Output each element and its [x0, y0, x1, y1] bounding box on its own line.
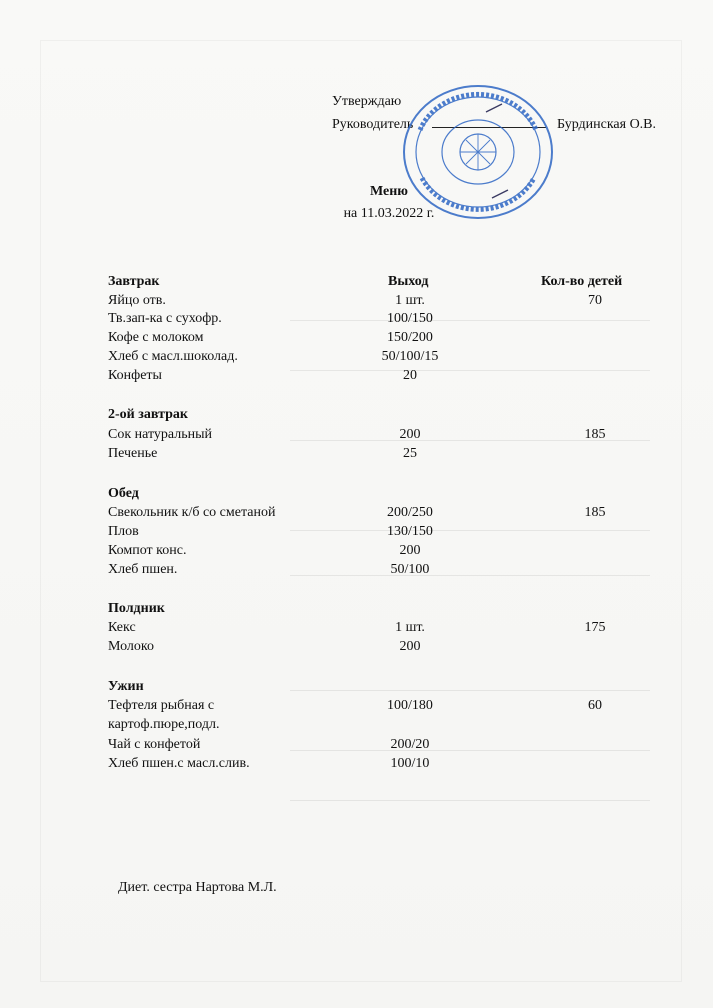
meal-header-breakfast: Завтрак: [108, 274, 160, 289]
menu-item-output: 200/20: [390, 737, 430, 752]
menu-item-output: 50/100: [390, 562, 430, 577]
children-count: 185: [584, 505, 606, 520]
menu-item-name: Компот конс.: [108, 543, 187, 558]
meal-header-dinner: Ужин: [108, 679, 144, 694]
menu-item-name: Тефтеля рыбная с: [108, 698, 215, 713]
faint-rule: [290, 575, 650, 576]
children-count: 175: [584, 620, 606, 635]
menu-item-output: 100/10: [390, 756, 430, 771]
menu-item-output: 100/180: [387, 698, 433, 713]
menu-title: Меню: [369, 184, 408, 199]
menu-item-name: Хлеб пшен.: [108, 562, 178, 577]
menu-item-name: Тв.зап-ка с сухофр.: [108, 311, 222, 326]
menu-item-name: Хлеб с масл.шоколад.: [108, 349, 238, 364]
menu-item-output: 25: [403, 446, 417, 461]
menu-item-name: Яйцо отв.: [108, 293, 166, 308]
meal-header-lunch: Обед: [108, 486, 139, 501]
meal-header-second-breakfast: 2-ой завтрак: [108, 407, 188, 422]
faint-rule: [290, 750, 650, 751]
menu-date: на 11.03.2022 г.: [343, 206, 435, 221]
menu-item-name: Плов: [108, 524, 139, 539]
faint-rule: [290, 530, 650, 531]
menu-item-output: 200: [399, 427, 421, 442]
menu-item-output: 100/150: [387, 311, 433, 326]
menu-item-output: 1 шт.: [395, 620, 425, 635]
menu-item-output: 200: [399, 639, 421, 654]
menu-item-output: 150/200: [387, 330, 433, 345]
menu-item-name: Чай с конфетой: [108, 737, 201, 752]
menu-item-output: 20: [403, 368, 417, 383]
children-count: 70: [588, 293, 602, 308]
meal-header-snack: Полдник: [108, 601, 165, 616]
menu-item-name-continued: картоф.пюре,подл.: [108, 717, 220, 732]
menu-item-output: 200: [399, 543, 421, 558]
faint-rule: [290, 690, 650, 691]
menu-item-output: 130/150: [387, 524, 433, 539]
dietary-nurse-signature: Диет. сестра Нартова М.Л.: [118, 880, 277, 895]
director-name: Бурдинская О.В.: [557, 117, 657, 132]
faint-rule: [290, 800, 650, 801]
menu-item-name: Кекс: [108, 620, 136, 635]
menu-item-name: Молоко: [108, 639, 154, 654]
menu-item-name: Конфеты: [108, 368, 162, 383]
approve-label: Утверждаю: [332, 94, 402, 109]
position-label: Руководитель: [332, 117, 414, 132]
menu-item-name: Хлеб пшен.с масл.слив.: [108, 756, 250, 771]
menu-item-output: 1 шт.: [395, 293, 425, 308]
round-seal-icon: [400, 82, 556, 222]
menu-item-output: 200/250: [387, 505, 433, 520]
faint-rule: [290, 320, 650, 321]
children-column-header: Кол-во детей: [541, 274, 623, 289]
faint-rule: [290, 370, 650, 371]
children-count: 185: [584, 427, 606, 442]
children-count: 60: [588, 698, 602, 713]
output-column-header: Выход: [388, 274, 429, 289]
menu-item-name: Свекольник к/б со сметаной: [108, 505, 276, 520]
menu-item-output: 50/100/15: [381, 349, 439, 364]
menu-item-name: Сок натуральный: [108, 427, 213, 442]
menu-item-name: Кофе с молоком: [108, 330, 204, 345]
menu-item-name: Печенье: [108, 446, 158, 461]
